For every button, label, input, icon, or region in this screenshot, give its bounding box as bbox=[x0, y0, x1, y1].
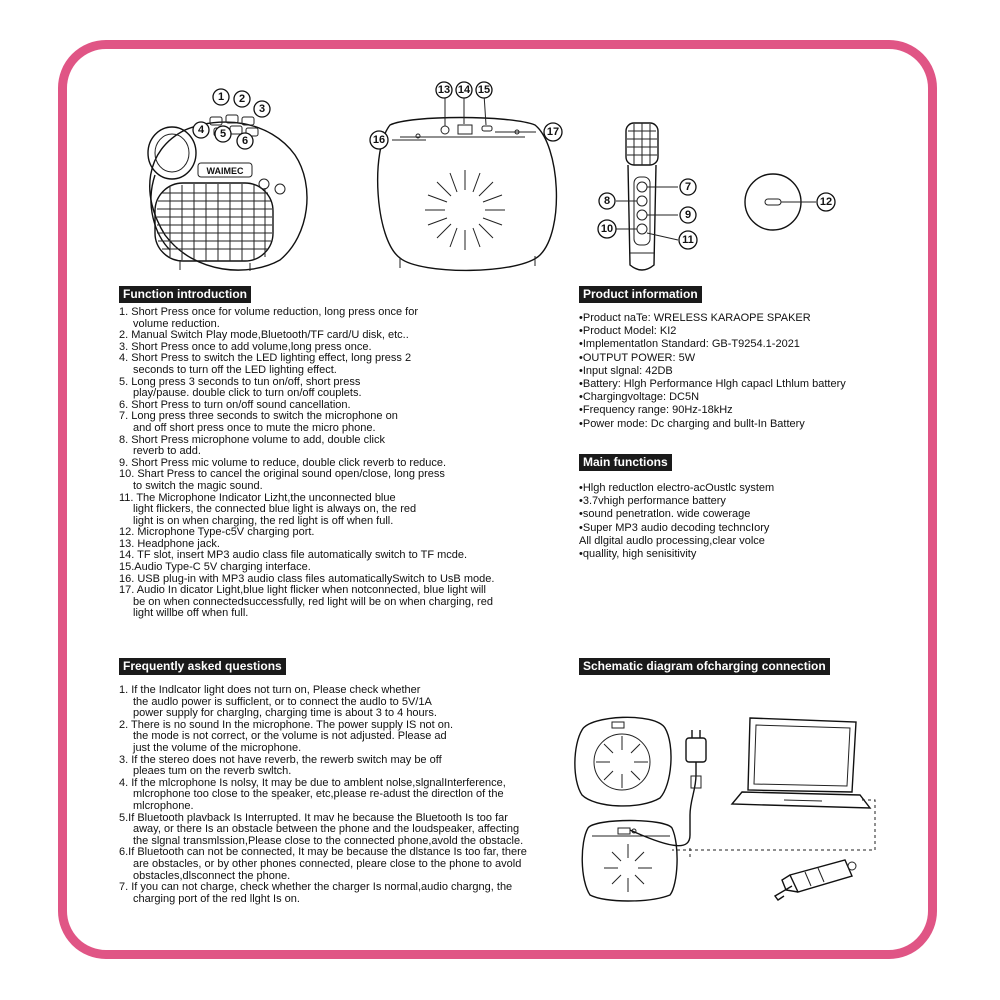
main-functions-list bbox=[579, 482, 774, 561]
callout-10 bbox=[598, 220, 616, 238]
svg-text:12: 12 bbox=[819, 196, 833, 208]
main-function-line: •quallity, high senisitivity bbox=[579, 548, 697, 561]
faq-line: the mode is not correct, or the volume is not adjusted. Please ad bbox=[133, 730, 447, 743]
callout-16 bbox=[370, 131, 388, 149]
main-function-line: •3.7vhigh performance battery bbox=[579, 495, 726, 508]
faq-line: mlcrophone too close to the speaker, etc,pIease re-adust the directlon of the bbox=[133, 788, 504, 801]
faq-line: 7. If you can not charge, check whether the charger Is normal,audio chargng, the bbox=[119, 881, 513, 894]
function-intro-line: 7. Long press three seconds to switch the microphone on bbox=[119, 410, 398, 423]
callout-12 bbox=[817, 193, 835, 211]
faq-line: 6.If Bluetooth can not be connected, It may be because the dlstance Is too far, there bbox=[119, 846, 527, 859]
svg-text:1: 1 bbox=[217, 91, 225, 103]
main-function-line: All dlgital audlo processing,clear volce bbox=[579, 534, 765, 547]
faq-line: mlcrophone. bbox=[133, 799, 194, 812]
faq-line: the audlo power is sufficlent, or to connect the audlo to 5V/1A bbox=[133, 695, 432, 708]
function-intro-heading: Function introduction bbox=[119, 286, 251, 303]
function-intro-line: seconds to turn off the LED lighting effect. bbox=[133, 363, 337, 376]
product-info-list bbox=[579, 312, 846, 431]
faq-line: 4. If the mlcrophone Is nolsy, It may be due to amblent nolse,slgnalInterference, bbox=[119, 776, 506, 789]
svg-text:8: 8 bbox=[603, 195, 611, 207]
function-intro-line: reverb to add. bbox=[133, 445, 201, 458]
product-info-line: •Power mode: Dc charging and bullt-In Battery bbox=[579, 417, 805, 430]
svg-text:16: 16 bbox=[372, 134, 386, 146]
function-intro-line: 3. Short Press once to add volume,long press once. bbox=[119, 340, 372, 353]
function-intro-line: 4. Short Press to switch the LED lighting effect, long press 2 bbox=[119, 352, 412, 365]
callout-11 bbox=[679, 231, 697, 249]
function-intro-line: and off short press once to mute the micro phone. bbox=[133, 421, 376, 434]
function-intro-line: 8. Short Press microphone volume to add, double click bbox=[119, 433, 385, 446]
speaker-logo: WAIMEC bbox=[206, 166, 244, 176]
faq-line: just the volume of the microphone. bbox=[133, 741, 302, 754]
svg-text:11: 11 bbox=[682, 234, 694, 246]
faq-line: 5.If Bluetooth plavback Is Interrupted. It mav he because the Bluetooth Is too far bbox=[119, 811, 508, 824]
callout-14 bbox=[456, 82, 472, 98]
svg-text:5: 5 bbox=[219, 128, 227, 140]
function-intro-line: 11. The Microphone Indicator Lizht,the unconnected blue bbox=[119, 491, 396, 504]
faq-line: power supply for charglng, charging time is about 3 to 4 hours. bbox=[133, 707, 437, 720]
svg-text:17: 17 bbox=[546, 126, 560, 138]
callout-5 bbox=[215, 126, 231, 142]
function-intro-line: 9. Short Press mic volume to reduce, double click reverb to reduce. bbox=[119, 456, 447, 469]
product-info-line: •Chargingvoltage: DC5N bbox=[579, 391, 700, 404]
product-info-line: •OUTPUT POWER: 5W bbox=[579, 351, 696, 364]
svg-text:4: 4 bbox=[197, 124, 205, 136]
power-adapter bbox=[686, 738, 706, 762]
callout-8 bbox=[599, 193, 615, 209]
mic-callouts bbox=[590, 115, 720, 285]
callout-17 bbox=[544, 123, 562, 141]
schematic-heading: Schematic diagram ofcharging connection bbox=[579, 658, 830, 675]
function-intro-line: 12. Microphone Type-c5V charging port. bbox=[119, 526, 315, 539]
product-info-line: •Product Model: KI2 bbox=[579, 325, 677, 338]
product-info-line: •Frequency range: 90Hz-18kHz bbox=[579, 404, 733, 417]
svg-text:9: 9 bbox=[684, 209, 692, 221]
svg-text:7: 7 bbox=[684, 181, 692, 193]
product-info-line: •Product naTe: WRELESS KARAOPE SPAKER bbox=[579, 312, 811, 324]
product-info-line: •Input slgnal: 42DB bbox=[579, 364, 673, 377]
function-intro-line: 14. TF slot, insert MP3 audio class file automatically switch to TF mcde. bbox=[119, 549, 468, 562]
faq-line: 2. There is no sound In the microphone. The power supply IS not on. bbox=[119, 718, 454, 731]
function-intro-line: light flickers, the connected blue light is always on, the red bbox=[133, 503, 417, 516]
faq-line: 1. If the Indlcator light does not turn on, Please check whether bbox=[119, 684, 421, 696]
function-intro-line: volume reduction. bbox=[133, 317, 220, 330]
callout-4 bbox=[193, 122, 209, 138]
faq-list bbox=[119, 685, 527, 905]
product-info-line: •Implementatlon Standard: GB-T9254.1-2021 bbox=[579, 338, 800, 351]
callout-7 bbox=[680, 179, 696, 195]
faq-line: are obstacles, or by other phones connected, pleare close to the phone to avold bbox=[133, 857, 522, 870]
callout-1 bbox=[213, 89, 229, 105]
callout-15 bbox=[476, 82, 492, 98]
faq-line: the slgnal transmlssion,Please close to the connected phone,avold the obstacle. bbox=[133, 834, 524, 847]
function-intro-line: 5. Long press 3 seconds to tun on/off, short press bbox=[119, 375, 361, 388]
callout-9 bbox=[680, 207, 696, 223]
callout-2 bbox=[234, 91, 250, 107]
function-intro-line: be on when connectedsuccessfully, red light will be on when charging, red bbox=[133, 595, 493, 608]
function-intro-line: 16. USB plug-in with MP3 audio class files automaticallySwitch to UsB mode. bbox=[119, 572, 495, 585]
function-intro-line: light willbe off when full. bbox=[133, 607, 249, 620]
callout-3 bbox=[254, 101, 270, 117]
svg-text:3: 3 bbox=[258, 103, 266, 115]
faq-line: pleaes tum on the reverb swltch. bbox=[133, 765, 292, 778]
speaker-callouts bbox=[190, 85, 280, 155]
port-callout bbox=[735, 170, 845, 240]
charging-schematic-illustration bbox=[570, 700, 890, 905]
function-intro-line: 1. Short Press once for volume reduction, long press once for bbox=[119, 306, 418, 318]
faq-line: away, or there Is an obstacle between the phone and the loudspeaker, affecting bbox=[133, 823, 520, 836]
faq-heading: Frequently asked questions bbox=[119, 658, 286, 675]
svg-text:15: 15 bbox=[477, 84, 491, 96]
function-intro-line: 6. Short Press to turn on/off sound cancellation. bbox=[119, 398, 351, 411]
faq-line: charging port of the red llght Is on. bbox=[133, 892, 300, 905]
function-intro-line: 10. Shart Press to cancel the original sound open/close, long press bbox=[119, 468, 445, 481]
product-info-line: •Battery: Hlgh Performance Hlgh capacl Lthlum battery bbox=[579, 378, 846, 391]
laptop bbox=[748, 718, 856, 792]
svg-text:14: 14 bbox=[457, 84, 471, 96]
main-function-line: •Super MP3 audio decoding techncIory bbox=[579, 521, 770, 534]
main-functions-heading: Main functions bbox=[579, 454, 672, 471]
function-intro-line: 2. Manual Switch Play mode,Bluetooth/TF card/U disk, etc.. bbox=[119, 329, 409, 342]
function-intro-line: 15.Audio Type-C 5V charging interface. bbox=[119, 561, 311, 574]
function-intro-line: 17. Audio In dicator Light,blue light flicker when notconnected, blue light will bbox=[119, 584, 486, 597]
function-intro-list bbox=[119, 307, 494, 620]
function-intro-line: light is on when charging, the red light is off when full. bbox=[133, 514, 394, 527]
faq-line: obstacles,dlsconnect the phone. bbox=[133, 869, 291, 882]
svg-text:13: 13 bbox=[437, 84, 451, 96]
function-intro-line: play/pause. double click to turn on/off couplets. bbox=[133, 387, 362, 400]
svg-text:6: 6 bbox=[241, 135, 249, 147]
faq-line: 3. If the stereo does not have reverb, the rewerb switch may be off bbox=[119, 753, 442, 766]
function-intro-line: 13. Headphone jack. bbox=[119, 537, 220, 550]
main-function-line: •sound penetratlon. wide cowerage bbox=[579, 508, 751, 521]
callout-6 bbox=[237, 133, 253, 149]
function-intro-line: to switch the magic sound. bbox=[133, 479, 263, 492]
back-callouts bbox=[360, 80, 580, 160]
svg-text:2: 2 bbox=[238, 93, 246, 105]
svg-text:10: 10 bbox=[600, 223, 614, 235]
main-function-line: •Hlgh reductlon electro-acOustlc system bbox=[579, 482, 775, 494]
product-info-heading: Product information bbox=[579, 286, 702, 303]
speaker-top-view bbox=[575, 717, 671, 806]
callout-13 bbox=[436, 82, 452, 98]
